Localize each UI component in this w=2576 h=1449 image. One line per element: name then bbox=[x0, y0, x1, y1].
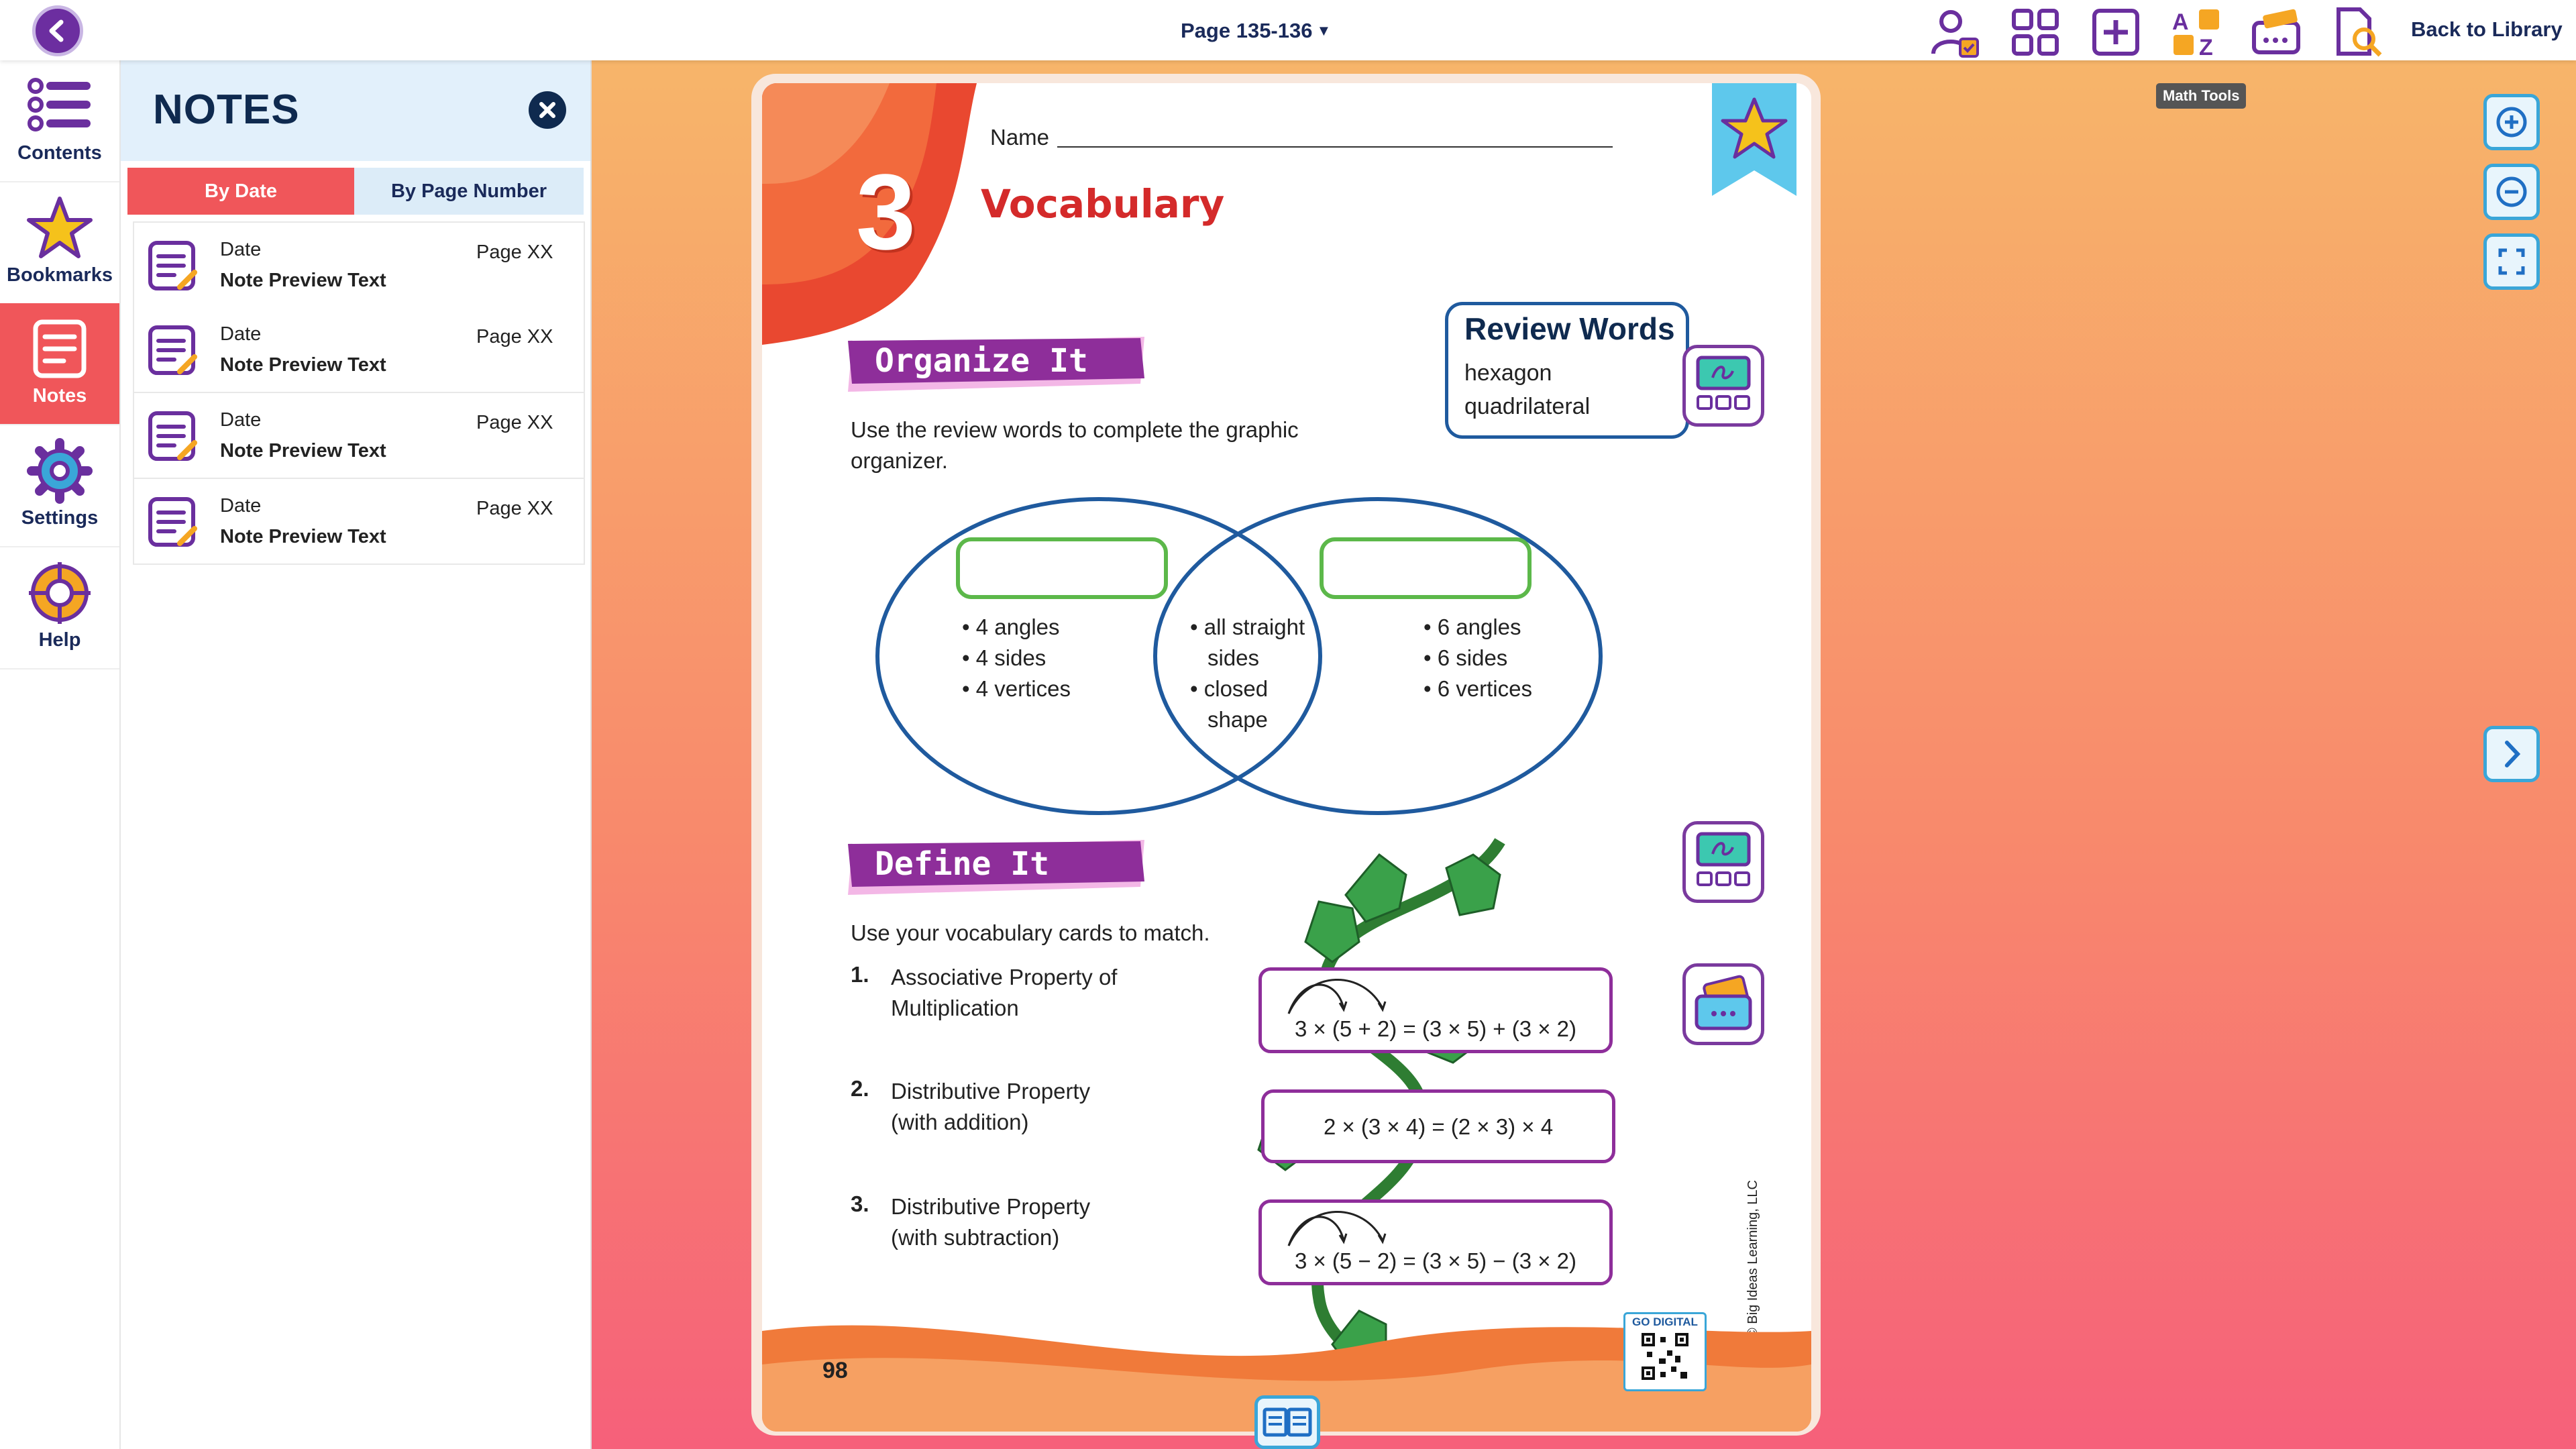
calculator-tool-button[interactable] bbox=[1682, 821, 1764, 903]
rail-item-bookmarks[interactable] bbox=[0, 182, 119, 305]
list-item: shape bbox=[1208, 707, 1268, 732]
assignment-user-icon[interactable] bbox=[1928, 5, 1982, 59]
glossary-az-icon[interactable] bbox=[2169, 5, 2223, 59]
chevron-right-icon bbox=[2487, 729, 2536, 779]
rail-item-notes[interactable] bbox=[0, 303, 119, 425]
zoom-in-icon bbox=[2487, 97, 2536, 147]
rail-label-settings: Settings bbox=[21, 507, 99, 529]
define-item-line: (with subtraction) bbox=[891, 1225, 1060, 1250]
calculator-icon bbox=[1686, 348, 1761, 423]
rail-label-help: Help bbox=[38, 629, 81, 651]
calculator-icon bbox=[1686, 824, 1761, 900]
go-digital-label: GO DIGITAL bbox=[1632, 1316, 1698, 1328]
tab-by-page-number[interactable]: By Page Number bbox=[354, 168, 584, 215]
qr-code-icon bbox=[1640, 1332, 1690, 1381]
math-tools-tooltip: Math Tools bbox=[2156, 83, 2246, 109]
back-to-library-link[interactable]: Back to Library bbox=[2411, 17, 2563, 41]
left-rail bbox=[0, 60, 121, 1449]
notes-header bbox=[121, 60, 590, 161]
note-icon bbox=[26, 315, 93, 382]
item-number: 3. bbox=[851, 1191, 869, 1216]
rail-item-settings[interactable] bbox=[0, 425, 119, 547]
note-date: Date bbox=[220, 409, 262, 431]
define-item-line: Distributive Property bbox=[891, 1079, 1091, 1104]
list-item: • 4 sides bbox=[962, 645, 1046, 670]
page-view-toggle[interactable] bbox=[1254, 1395, 1320, 1449]
venn-middle-list bbox=[1190, 612, 1305, 735]
top-bar bbox=[0, 0, 2576, 60]
note-page: Page XX bbox=[476, 412, 553, 433]
note-icon bbox=[148, 240, 199, 291]
next-page-button[interactable] bbox=[2483, 726, 2540, 782]
list-item: sides bbox=[1208, 645, 1260, 670]
math-tools-icon[interactable] bbox=[2250, 5, 2304, 59]
gear-icon bbox=[26, 437, 93, 504]
open-book-icon bbox=[1258, 1399, 1317, 1446]
organize-instructions: Use the review words to complete the graphic organizer. bbox=[851, 417, 1299, 473]
rail-label-bookmarks: Bookmarks bbox=[7, 264, 113, 286]
page-selector-label: Page 135-136 bbox=[1181, 19, 1313, 42]
star-icon bbox=[26, 195, 93, 262]
back-arrow-icon[interactable] bbox=[32, 5, 83, 56]
list-item: • all straight bbox=[1190, 614, 1305, 639]
name-label: Name bbox=[990, 125, 1050, 150]
define-item bbox=[891, 1191, 1090, 1253]
chapter-number: 3 bbox=[856, 152, 916, 272]
list-item: • 4 vertices bbox=[962, 676, 1071, 701]
go-digital-qr[interactable] bbox=[1623, 1312, 1707, 1391]
fullscreen-icon bbox=[2487, 237, 2536, 286]
note-page: Page XX bbox=[476, 241, 553, 263]
review-words-box bbox=[1445, 302, 1689, 439]
list-item: • closed bbox=[1190, 676, 1269, 701]
note-icon bbox=[148, 496, 199, 547]
close-icon[interactable] bbox=[529, 91, 566, 129]
list-item[interactable] bbox=[133, 221, 585, 309]
define-instructions: Use your vocabulary cards to match. bbox=[851, 920, 1210, 945]
arrow-arcs-icon bbox=[1282, 1208, 1389, 1248]
rail-item-contents[interactable] bbox=[0, 60, 119, 182]
equation-card[interactable] bbox=[1258, 967, 1613, 1053]
list-item: • 4 angles bbox=[962, 614, 1060, 639]
lifebuoy-icon bbox=[26, 559, 93, 627]
review-word: quadrilateral bbox=[1464, 394, 1591, 419]
define-item-line: Multiplication bbox=[891, 996, 1019, 1020]
item-number: 1. bbox=[851, 962, 869, 987]
svg-text:Z: Z bbox=[2199, 35, 2213, 59]
equation-card[interactable] bbox=[1258, 1199, 1613, 1285]
tab-by-date[interactable]: By Date bbox=[127, 168, 354, 215]
fullscreen-button[interactable] bbox=[2483, 233, 2540, 290]
list-item[interactable] bbox=[133, 479, 585, 565]
note-date: Date bbox=[220, 323, 262, 345]
venn-left-list bbox=[962, 612, 1071, 704]
vocabulary-cards-icon bbox=[1686, 967, 1761, 1042]
item-number: 2. bbox=[851, 1076, 869, 1101]
note-icon bbox=[148, 325, 199, 376]
organize-it-heading: Organize It bbox=[875, 342, 1088, 380]
note-page: Page XX bbox=[476, 326, 553, 347]
define-item-line: (with addition) bbox=[891, 1110, 1029, 1134]
calculator-tool-button[interactable] bbox=[1682, 345, 1764, 427]
equation-text: 3 × (5 − 2) = (3 × 5) − (3 × 2) bbox=[1294, 1248, 1577, 1273]
list-item[interactable] bbox=[133, 393, 585, 479]
note-preview: Note Preview Text bbox=[220, 354, 386, 376]
zoom-in-button[interactable] bbox=[2483, 94, 2540, 150]
vocabulary-cards-button[interactable] bbox=[1682, 963, 1764, 1045]
list-item: • 6 sides bbox=[1424, 645, 1508, 670]
equation-card[interactable] bbox=[1261, 1089, 1615, 1163]
add-note-icon[interactable] bbox=[2089, 5, 2143, 59]
list-icon bbox=[26, 72, 93, 140]
copyright-text: © Big Ideas Learning, LLC bbox=[1746, 1180, 1760, 1338]
equation-text: 3 × (5 + 2) = (3 × 5) + (3 × 2) bbox=[1294, 1016, 1577, 1041]
note-date: Date bbox=[220, 239, 262, 260]
zoom-out-icon bbox=[2487, 167, 2536, 217]
note-preview: Note Preview Text bbox=[220, 526, 386, 547]
define-it-heading: Define It bbox=[875, 845, 1050, 883]
rail-item-help[interactable] bbox=[0, 547, 119, 669]
list-item: • 6 angles bbox=[1424, 614, 1521, 639]
equation-text: 2 × (3 × 4) = (2 × 3) × 4 bbox=[1323, 1114, 1554, 1139]
name-line bbox=[1057, 146, 1613, 148]
svg-text:A: A bbox=[2172, 9, 2189, 35]
define-item-line: Distributive Property bbox=[891, 1194, 1091, 1219]
page-title: Vocabulary bbox=[981, 181, 1225, 227]
review-words-title: Review Words bbox=[1464, 311, 1675, 346]
rail-label-notes: Notes bbox=[32, 385, 87, 407]
define-item bbox=[891, 1076, 1090, 1138]
review-word: hexagon bbox=[1464, 360, 1552, 386]
arrow-arcs-icon bbox=[1282, 976, 1389, 1016]
chevron-down-icon: ▼ bbox=[1316, 22, 1332, 39]
apps-grid-icon[interactable] bbox=[2008, 5, 2062, 59]
notes-title: NOTES bbox=[153, 87, 300, 133]
page-selector[interactable] bbox=[1181, 16, 1331, 46]
bookmark-ribbon[interactable] bbox=[1709, 83, 1799, 197]
notes-panel bbox=[121, 60, 592, 1449]
page-number: 98 bbox=[822, 1358, 848, 1383]
note-preview: Note Preview Text bbox=[220, 440, 386, 462]
book-page bbox=[762, 83, 1811, 1432]
note-preview: Note Preview Text bbox=[220, 270, 386, 291]
note-date: Date bbox=[220, 495, 262, 517]
define-item bbox=[891, 962, 1117, 1024]
zoom-out-button[interactable] bbox=[2483, 164, 2540, 220]
search-document-icon[interactable] bbox=[2330, 5, 2384, 59]
list-item[interactable] bbox=[133, 307, 585, 393]
list-item: • 6 vertices bbox=[1424, 676, 1532, 701]
rail-label-contents: Contents bbox=[17, 142, 102, 164]
define-item-line: Associative Property of bbox=[891, 965, 1118, 989]
note-icon bbox=[148, 411, 199, 462]
venn-right-list bbox=[1424, 612, 1532, 704]
note-page: Page XX bbox=[476, 498, 553, 519]
